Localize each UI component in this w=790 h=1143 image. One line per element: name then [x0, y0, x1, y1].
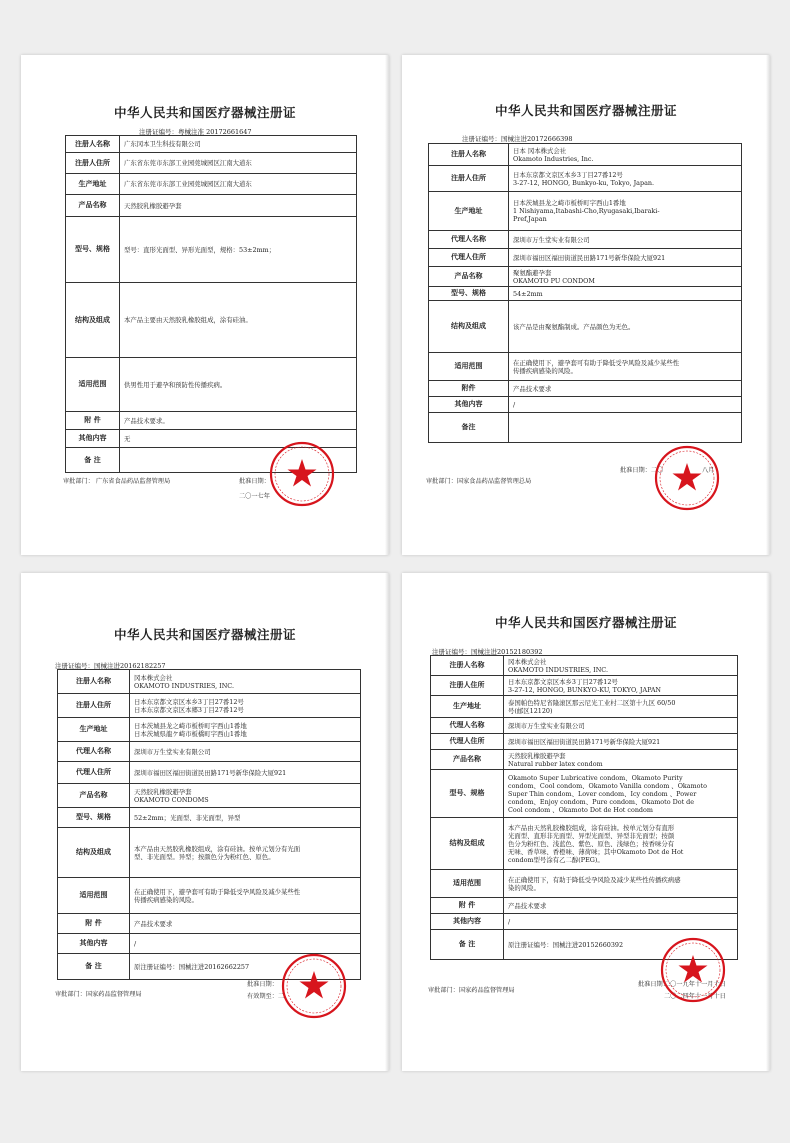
- page-edge: [385, 573, 389, 1071]
- official-seal-icon: [658, 935, 728, 1005]
- row-label: 注册人住所: [58, 694, 130, 718]
- table-row: [429, 353, 742, 381]
- approval-date-value: 八月: [702, 467, 715, 474]
- certificate-2: [402, 55, 770, 555]
- certificate-4: [402, 573, 770, 1071]
- row-value: 日本茨城县龙之崎市板桥町字西山1番地 日本茨城県龍ケ崎市板橋町字西山1番地: [130, 718, 361, 742]
- table-row: [431, 718, 738, 734]
- official-seal-icon: [279, 951, 349, 1021]
- row-value: 冈本株式会社 OKAMOTO INDUSTRIES, INC.: [130, 670, 361, 694]
- official-seal-icon: [652, 443, 722, 513]
- table-row: [58, 762, 361, 784]
- table-row: [58, 784, 361, 808]
- row-label: 型号、规格: [66, 217, 120, 283]
- row-label: 代理人住所: [429, 249, 509, 267]
- row-label: 注册人名称: [66, 136, 120, 153]
- row-label: 注册人名称: [429, 144, 509, 166]
- table-row: [66, 195, 357, 217]
- row-label: 型号、规格: [58, 808, 130, 828]
- registration-number: 注册证编号：国械注进20172666398: [462, 135, 573, 143]
- approval-date-label: 批准日期：: [638, 981, 669, 988]
- certificate-title: 中华人民共和国医疗器械注册证: [113, 105, 296, 120]
- row-label: 其他内容: [66, 430, 120, 448]
- row-label: 备注: [429, 413, 509, 443]
- row-value: 产品技术要求: [130, 914, 361, 934]
- row-value: 本产品主要由天然胶乳橡胶组成，涂有硅油。: [120, 283, 357, 358]
- table-row: [429, 249, 742, 267]
- row-value: 本产品由天然胶乳橡胶组成，涂有硅油。按单元划分有光面 型、非光面型。异型；按颜色分为粉红色、原色。: [130, 828, 361, 878]
- certificate-table: [65, 135, 357, 473]
- row-value: 54±2mm: [509, 287, 742, 301]
- row-label: 产品名称: [66, 195, 120, 217]
- registration-number: 注册证编号：国械注进20162182257: [55, 662, 166, 670]
- table-row: [431, 656, 738, 676]
- row-label: 附件: [429, 381, 509, 397]
- row-label: 代理人名称: [58, 742, 130, 762]
- row-value: 天然胶乳橡胶避孕套: [120, 195, 357, 217]
- table-row: [58, 718, 361, 742]
- approval-date-label: 批准日期：: [239, 478, 270, 485]
- row-label: 其他内容: [431, 914, 504, 930]
- row-label: 代理人住所: [58, 762, 130, 784]
- certificate-table: [57, 669, 361, 980]
- row-label: 注册人名称: [431, 656, 504, 676]
- table-row: [66, 412, 357, 430]
- row-value: 聚氨酯避孕套 OKAMOTO PU CONDOM: [509, 267, 742, 287]
- table-row: [66, 136, 357, 153]
- approving-authority: 审批部门： 广东省食品药品监督管理局: [63, 478, 171, 485]
- table-row: [58, 914, 361, 934]
- row-value: 深圳市万生堂实业有限公司: [130, 742, 361, 762]
- table-row: [429, 144, 742, 166]
- row-value: 广东冈本卫生科技有限公司: [120, 136, 357, 153]
- row-label: 注册人住所: [431, 676, 504, 696]
- table-row: [66, 174, 357, 195]
- page-edge: [385, 55, 389, 555]
- row-value: /: [504, 914, 738, 930]
- table-row: [58, 742, 361, 762]
- certificate-title: 中华人民共和国医疗器械注册证: [494, 615, 677, 630]
- table-row: [429, 192, 742, 231]
- row-label: 注册人住所: [429, 166, 509, 192]
- row-label: 备 注: [58, 954, 130, 980]
- approving-authority: 审批部门：国家药品监督管理局: [428, 987, 515, 994]
- row-value: 日本东京都文京区本乡3丁目27番12号 3-27-12, HONGO, Bunkyo-ku, Tokyo, Japan.: [509, 166, 742, 192]
- row-value: 日本东京都文京区本乡3丁目27番12号 日本东京都文京区本郷3丁目27番12号: [130, 694, 361, 718]
- approving-authority: 审批部门：国家食品药品监督管理总局: [426, 478, 532, 485]
- row-label: 适用范围: [66, 358, 120, 412]
- row-value: 广东省东莞市东部工业园莞城园区江南大道东: [120, 153, 357, 174]
- row-value: /: [130, 934, 361, 954]
- row-value: 在正确使用下，有助于降低受孕风险及减少某些性传播疾病感 染的风险。: [504, 870, 738, 898]
- certificate-table: [430, 655, 738, 960]
- table-row: [429, 397, 742, 413]
- table-row: [66, 153, 357, 174]
- row-label: 结构及组成: [431, 818, 504, 870]
- row-value: 深圳市福田区福田街道民田路171号新华保险大厦921: [504, 734, 738, 750]
- row-label: 备 注: [66, 448, 120, 473]
- row-value: 深圳市福田区福田街道民田路171号新华保险大厦921: [509, 249, 742, 267]
- row-value: /: [509, 397, 742, 413]
- row-label: 附 件: [58, 914, 130, 934]
- row-value: Okamoto Super Lubricative condom、Okamoto Purity condom、Cool condom、Okamoto Vanilla condom 、Okamoto Super Thin condom、Lover condom、Icy condom 、Power condom、Enjoy condom、Pure condom、Okamoto Dot de Cool condom 、Okamoto Dot de Hot condom: [504, 770, 738, 818]
- row-label: 生产地址: [429, 192, 509, 231]
- table-row: [431, 696, 738, 718]
- row-label: 注册人住所: [66, 153, 120, 174]
- row-value: 冈本株式会社 OKAMOTO INDUSTRIES, INC.: [504, 656, 738, 676]
- row-label: 附 件: [431, 898, 504, 914]
- table-row: [429, 166, 742, 192]
- row-label: 其他内容: [429, 397, 509, 413]
- table-row: [431, 818, 738, 870]
- approving-authority: 审批部门：国家药品监督管理局: [55, 991, 142, 998]
- row-value: 日本 冈本株式会社 Okamoto Industries, Inc.: [509, 144, 742, 166]
- certificate-title: 中华人民共和国医疗器械注册证: [113, 627, 296, 642]
- row-value: 原注册证编号：国械注进20162662257: [130, 954, 361, 980]
- table-row: [429, 413, 742, 443]
- row-value: 产品技术要求: [504, 898, 738, 914]
- approval-date-label: 批准日期：二〇: [620, 467, 664, 474]
- table-row: [58, 670, 361, 694]
- row-value: 产品技术要求。: [120, 412, 357, 430]
- table-row: [66, 283, 357, 358]
- row-value: 原注册证编号：国械注进20152660392: [504, 930, 738, 960]
- row-label: 产品名称: [429, 267, 509, 287]
- row-label: 其他内容: [58, 934, 130, 954]
- row-label: 结构及组成: [429, 301, 509, 353]
- row-value: 天然胶乳橡胶避孕套 OKAMOTO CONDOMS: [130, 784, 361, 808]
- registration-number: 注册证编号：粤械注准 20172661647: [139, 128, 252, 136]
- certificate-title: 中华人民共和国医疗器械注册证: [494, 103, 677, 118]
- certificate-table: [428, 143, 742, 443]
- table-row: [431, 898, 738, 914]
- table-row: [66, 358, 357, 412]
- row-label: 型号、规格: [431, 770, 504, 818]
- table-row: [431, 676, 738, 696]
- approval-date-value: 二〇一九年十一月十日: [664, 981, 726, 988]
- row-label: 代理人住所: [431, 734, 504, 750]
- row-value: 深圳市万生堂实业有限公司: [504, 718, 738, 734]
- certificate-1: [21, 55, 389, 555]
- row-label: 注册人名称: [58, 670, 130, 694]
- row-label: 生产地址: [66, 174, 120, 195]
- table-row: [431, 770, 738, 818]
- row-label: 产品名称: [431, 750, 504, 770]
- row-label: 型号、规格: [429, 287, 509, 301]
- expiry-date-label: 有效期至：二: [247, 993, 285, 1000]
- row-value: 供男性用于避孕和预防性传播疾病。: [120, 358, 357, 412]
- row-label: 生产地址: [431, 696, 504, 718]
- official-seal-icon: [267, 439, 337, 509]
- row-label: 产品名称: [58, 784, 130, 808]
- row-label: 结构及组成: [58, 828, 130, 878]
- row-value: 深圳市福田区福田街道民田路171号新华保险大厦921: [130, 762, 361, 784]
- table-row: [66, 217, 357, 283]
- row-value: 产品技术要求: [509, 381, 742, 397]
- table-row: [431, 734, 738, 750]
- table-row: [429, 231, 742, 249]
- row-value: 天然胶乳橡胶避孕套 Natural rubber latex condom: [504, 750, 738, 770]
- table-row: [431, 870, 738, 898]
- row-label: 代理人名称: [431, 718, 504, 734]
- table-row: [431, 750, 738, 770]
- approval-date-label: 批准日期：: [247, 981, 278, 988]
- row-label: 生产地址: [58, 718, 130, 742]
- row-label: 适用范围: [58, 878, 130, 914]
- row-value: 型号：直形光面型、异形光面型，规格：53±2mm；: [120, 217, 357, 283]
- row-value: 在正确使用下，避孕套可有助于降低受孕风险及减少某些性 传播疾病感染的风险。: [130, 878, 361, 914]
- table-row: [429, 301, 742, 353]
- table-row: [58, 808, 361, 828]
- table-row: [58, 694, 361, 718]
- table-row: [58, 828, 361, 878]
- registration-number: 注册证编号：国械注进20152180392: [432, 648, 543, 656]
- row-label: 适用范围: [429, 353, 509, 381]
- row-value: 在正确使用下，避孕套可有助于降低受孕风险及减少某些性 传播疾病感染的风险。: [509, 353, 742, 381]
- certificate-3: [21, 573, 389, 1071]
- table-row: [429, 381, 742, 397]
- row-label: 代理人名称: [429, 231, 509, 249]
- expiry-date-value: 二〇二四年十一月十日: [664, 993, 726, 1000]
- page-edge: [766, 55, 770, 555]
- table-row: [431, 914, 738, 930]
- row-label: 附 件: [66, 412, 120, 430]
- row-value: 无: [120, 430, 357, 448]
- row-label: 备 注: [431, 930, 504, 960]
- table-row: [429, 287, 742, 301]
- row-value: 52±2mm；光面型、非光面型，异型: [130, 808, 361, 828]
- row-label: 结构及组成: [66, 283, 120, 358]
- table-row: [58, 878, 361, 914]
- row-value: 日本东京都文京区本乡3丁目27番12号 3-27-12, HONGO, BUNKYO-KU, TOKYO, JAPAN: [504, 676, 738, 696]
- row-label: 适用范围: [431, 870, 504, 898]
- row-value: [509, 413, 742, 443]
- table-row: [429, 267, 742, 287]
- row-value: 广东省东莞市东部工业园莞城园区江南大道东: [120, 174, 357, 195]
- approval-date-value: 二〇一七年: [239, 493, 270, 500]
- row-value: 泰国帕色特尼省隆滚区那云尼光工业村二区第十九区 60/50 号(邮区12120): [504, 696, 738, 718]
- row-value: 深圳市万生堂实业有限公司: [509, 231, 742, 249]
- page-edge: [766, 573, 770, 1071]
- row-value: 本产品由天然乳胶橡胶组成，涂有硅油。按单元划分有直形 光面型、直形非光面型、异型光面型、异型非光面型；按颜 色分为粉红色、浅蓝色、紫色、原色、浅绿色；按香味分有 无味、香草味、香橙味、薄荷味；其中Okamoto Dot de Hot condom型号涂有乙二醇(PEG)。: [504, 818, 738, 870]
- row-value: 该产品是由聚氨酯制成。产品颜色为无色。: [509, 301, 742, 353]
- row-value: 日本茨城县龙之崎市板桥町字西山1番地 1 Nishiyama,Itabashi-Cho,Ryugasaki,Ibaraki- Pref,Japan: [509, 192, 742, 231]
